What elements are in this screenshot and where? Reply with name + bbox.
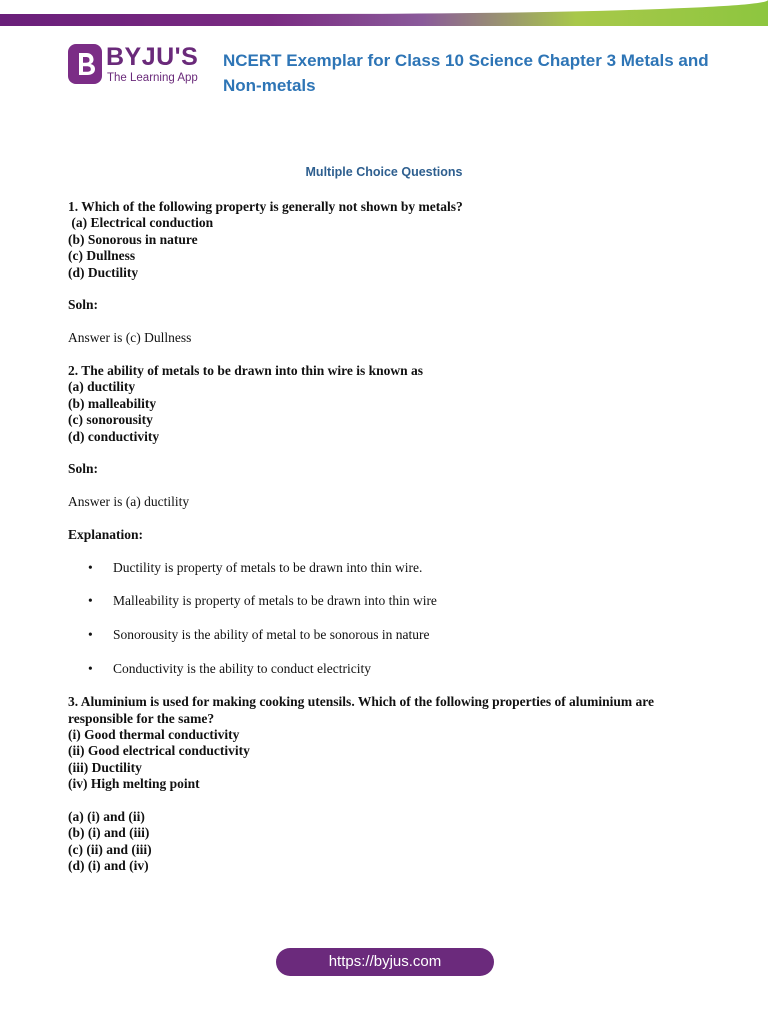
byjus-logo-icon <box>68 44 102 84</box>
q3-property-iii: (iii) Ductility <box>68 759 142 775</box>
q2-soln-label: Soln: <box>68 461 99 477</box>
q3-property-ii: (ii) Good electrical conductivity <box>68 743 250 759</box>
q3-property-iv: (iv) High melting point <box>68 776 200 792</box>
document-body <box>68 199 688 875</box>
document-title: NCERT Exemplar for Class 10 Science Chapter 3 Metals and Non-metals <box>223 51 709 95</box>
q3-property-i: (i) Good thermal conductivity <box>68 727 240 743</box>
q1-option-b: (b) Sonorous in nature <box>68 231 198 247</box>
q1-soln-label: Soln: <box>68 297 99 313</box>
q3-option-a: (a) (i) and (ii) <box>68 809 145 825</box>
q2-option-d: (d) conductivity <box>68 428 160 444</box>
explanation-item: • Sonorousity is the ability of metal to be sonorous in nature <box>68 627 688 643</box>
footer-url-link[interactable]: https://byjus.com <box>276 948 494 976</box>
explanation-item: • Ductility is property of metals to be drawn into thin wire. <box>68 560 688 576</box>
q2-explanation-label: Explanation: <box>68 527 144 543</box>
q2-answer: Answer is (a) ductility <box>68 494 190 510</box>
logo-wordmark: BYJU'S <box>106 43 199 71</box>
explanation-item: • Conductivity is the ability to conduct electricity <box>68 661 688 677</box>
question-1: 1. Which of the following property is generally not shown by metals? <box>68 199 463 214</box>
question-2: 2. The ability of metals to be drawn into thin wire is known as <box>68 363 424 379</box>
q1-option-c: (c) Dullness <box>68 248 136 264</box>
section-heading: Multiple Choice Questions <box>305 165 463 179</box>
explanation-list <box>68 560 688 677</box>
q1-option-a: (a) Electrical conduction <box>68 215 214 231</box>
explanation-item: • Malleability is property of metals to be drawn into thin wire <box>68 593 688 609</box>
q2-option-a: (a) ductility <box>68 379 136 395</box>
q1-option-d: (d) Ductility <box>68 264 139 280</box>
q3-option-b: (b) (i) and (iii) <box>68 825 150 841</box>
question-3: 3. Aluminium is used for making cooking utensils. Which of the following properties of aluminium are responsible for the same? <box>68 694 654 726</box>
q2-option-b: (b) malleability <box>68 395 157 411</box>
q1-answer: Answer is (c) Dullness <box>68 330 192 346</box>
q3-option-d: (d) (i) and (iv) <box>68 858 149 874</box>
q3-option-c: (c) (ii) and (iii) <box>68 841 152 857</box>
q2-option-c: (c) sonorousity <box>68 412 153 428</box>
logo-tagline: The Learning App <box>107 72 198 84</box>
